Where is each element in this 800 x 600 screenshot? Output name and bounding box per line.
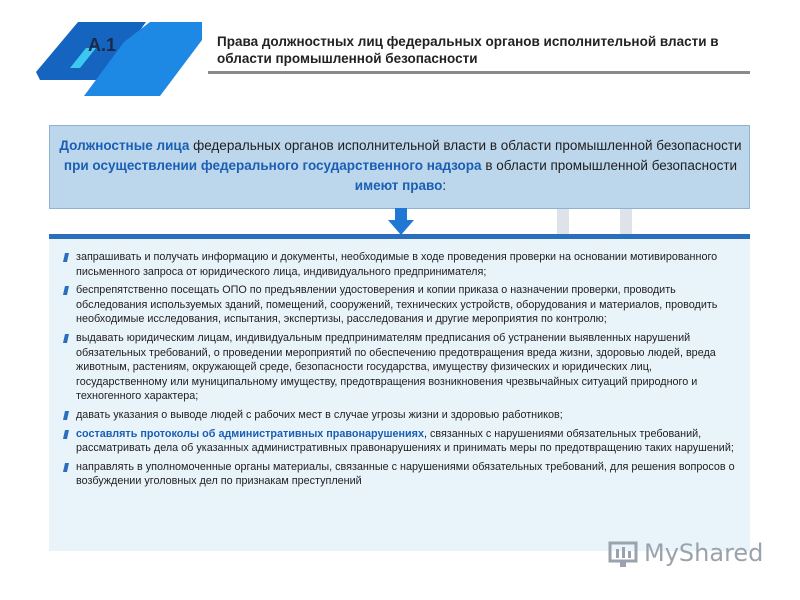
list-item <box>63 331 736 404</box>
list-item <box>63 408 736 423</box>
summary-text <box>50 136 751 196</box>
summary-text-part: федеральных органов исполнительной власти в области промышленной безопасности <box>189 138 742 153</box>
list-item-text: запрашивать и получать информацию и документы, необходимые в ходе проведения проверки на основании мотивированного письменного запроса от юридического лица, индивидуального предпринимателя; <box>76 251 718 278</box>
list-item-text: , связанных с нарушениями обязательных требований, рассматривать дела об указанных административных правонарушениях и принимать меры по предотвращению таких нарушений; <box>76 427 734 455</box>
list-item <box>63 460 736 489</box>
list-item <box>63 283 736 327</box>
summary-highlight-subject: Должностные лица <box>59 138 190 153</box>
list-item <box>63 427 736 456</box>
summary-highlight-rights: имеют право <box>354 178 443 193</box>
decorative-post <box>620 209 632 235</box>
watermark-text: MyShared <box>644 539 764 567</box>
down-arrow-icon <box>386 208 416 236</box>
summary-colon: : <box>442 178 447 193</box>
summary-box <box>49 125 750 209</box>
bullet-icon <box>63 334 69 343</box>
title-underline <box>208 71 750 74</box>
list-item-text: давать указания о выводе людей с рабочих мест в случае угрозы жизни и здоровью работников; <box>76 408 563 421</box>
bullet-icon <box>63 463 69 472</box>
decorative-post <box>557 209 569 235</box>
summary-highlight-context: при осуществлении федерального государственного надзора <box>63 158 482 173</box>
list-item <box>63 250 736 279</box>
watermark-logo-icon <box>608 537 642 571</box>
bullet-icon <box>63 430 69 439</box>
list-item-text: направлять в уполномоченные органы материалы, связанные с нарушениями обязательных требований, для решения вопросов о возбуждении уголовных дел по признакам преступлений <box>76 460 735 488</box>
summary-text-part: в области промышленной безопасности <box>481 158 738 173</box>
slide-number: A.1 <box>88 35 117 55</box>
bullet-icon <box>63 286 69 295</box>
page-title: Права должностных лиц федеральных органов исполнительной власти в области промышленной безопасности <box>217 34 719 66</box>
list-item-text: беспрепятственно посещать ОПО по предъявлении удостоверения и копии приказа о назначении проверки, проводить обследования используемых зданий, помещений, сооружений, технических устройств, оборудования и материалов, проводить необходимые исследования, испытания, экспертизы, расследования и другие мероприятия по контролю; <box>76 284 718 326</box>
bullet-icon <box>63 411 69 420</box>
list-item-text: выдавать юридическим лицам, индивидуальным предпринимателям предписания об устранении выявленных нарушений обязательных требований, о проведении мероприятий по обеспечению предотвращения вреда жизни, здоровью людей, вреда животным, растениям, окружающей среде, безопасности государства, имуществу физических и юридических лиц, государственному или муниципальному имуществу, предотвращения возникновения чрезвычайных ситуаций природного и техногенного характера; <box>76 331 716 403</box>
list-item-highlight: составлять протоколы об административных правонарушениях <box>76 427 424 440</box>
bullet-icon <box>63 253 69 262</box>
watermark <box>606 535 776 575</box>
rights-list <box>49 239 750 551</box>
